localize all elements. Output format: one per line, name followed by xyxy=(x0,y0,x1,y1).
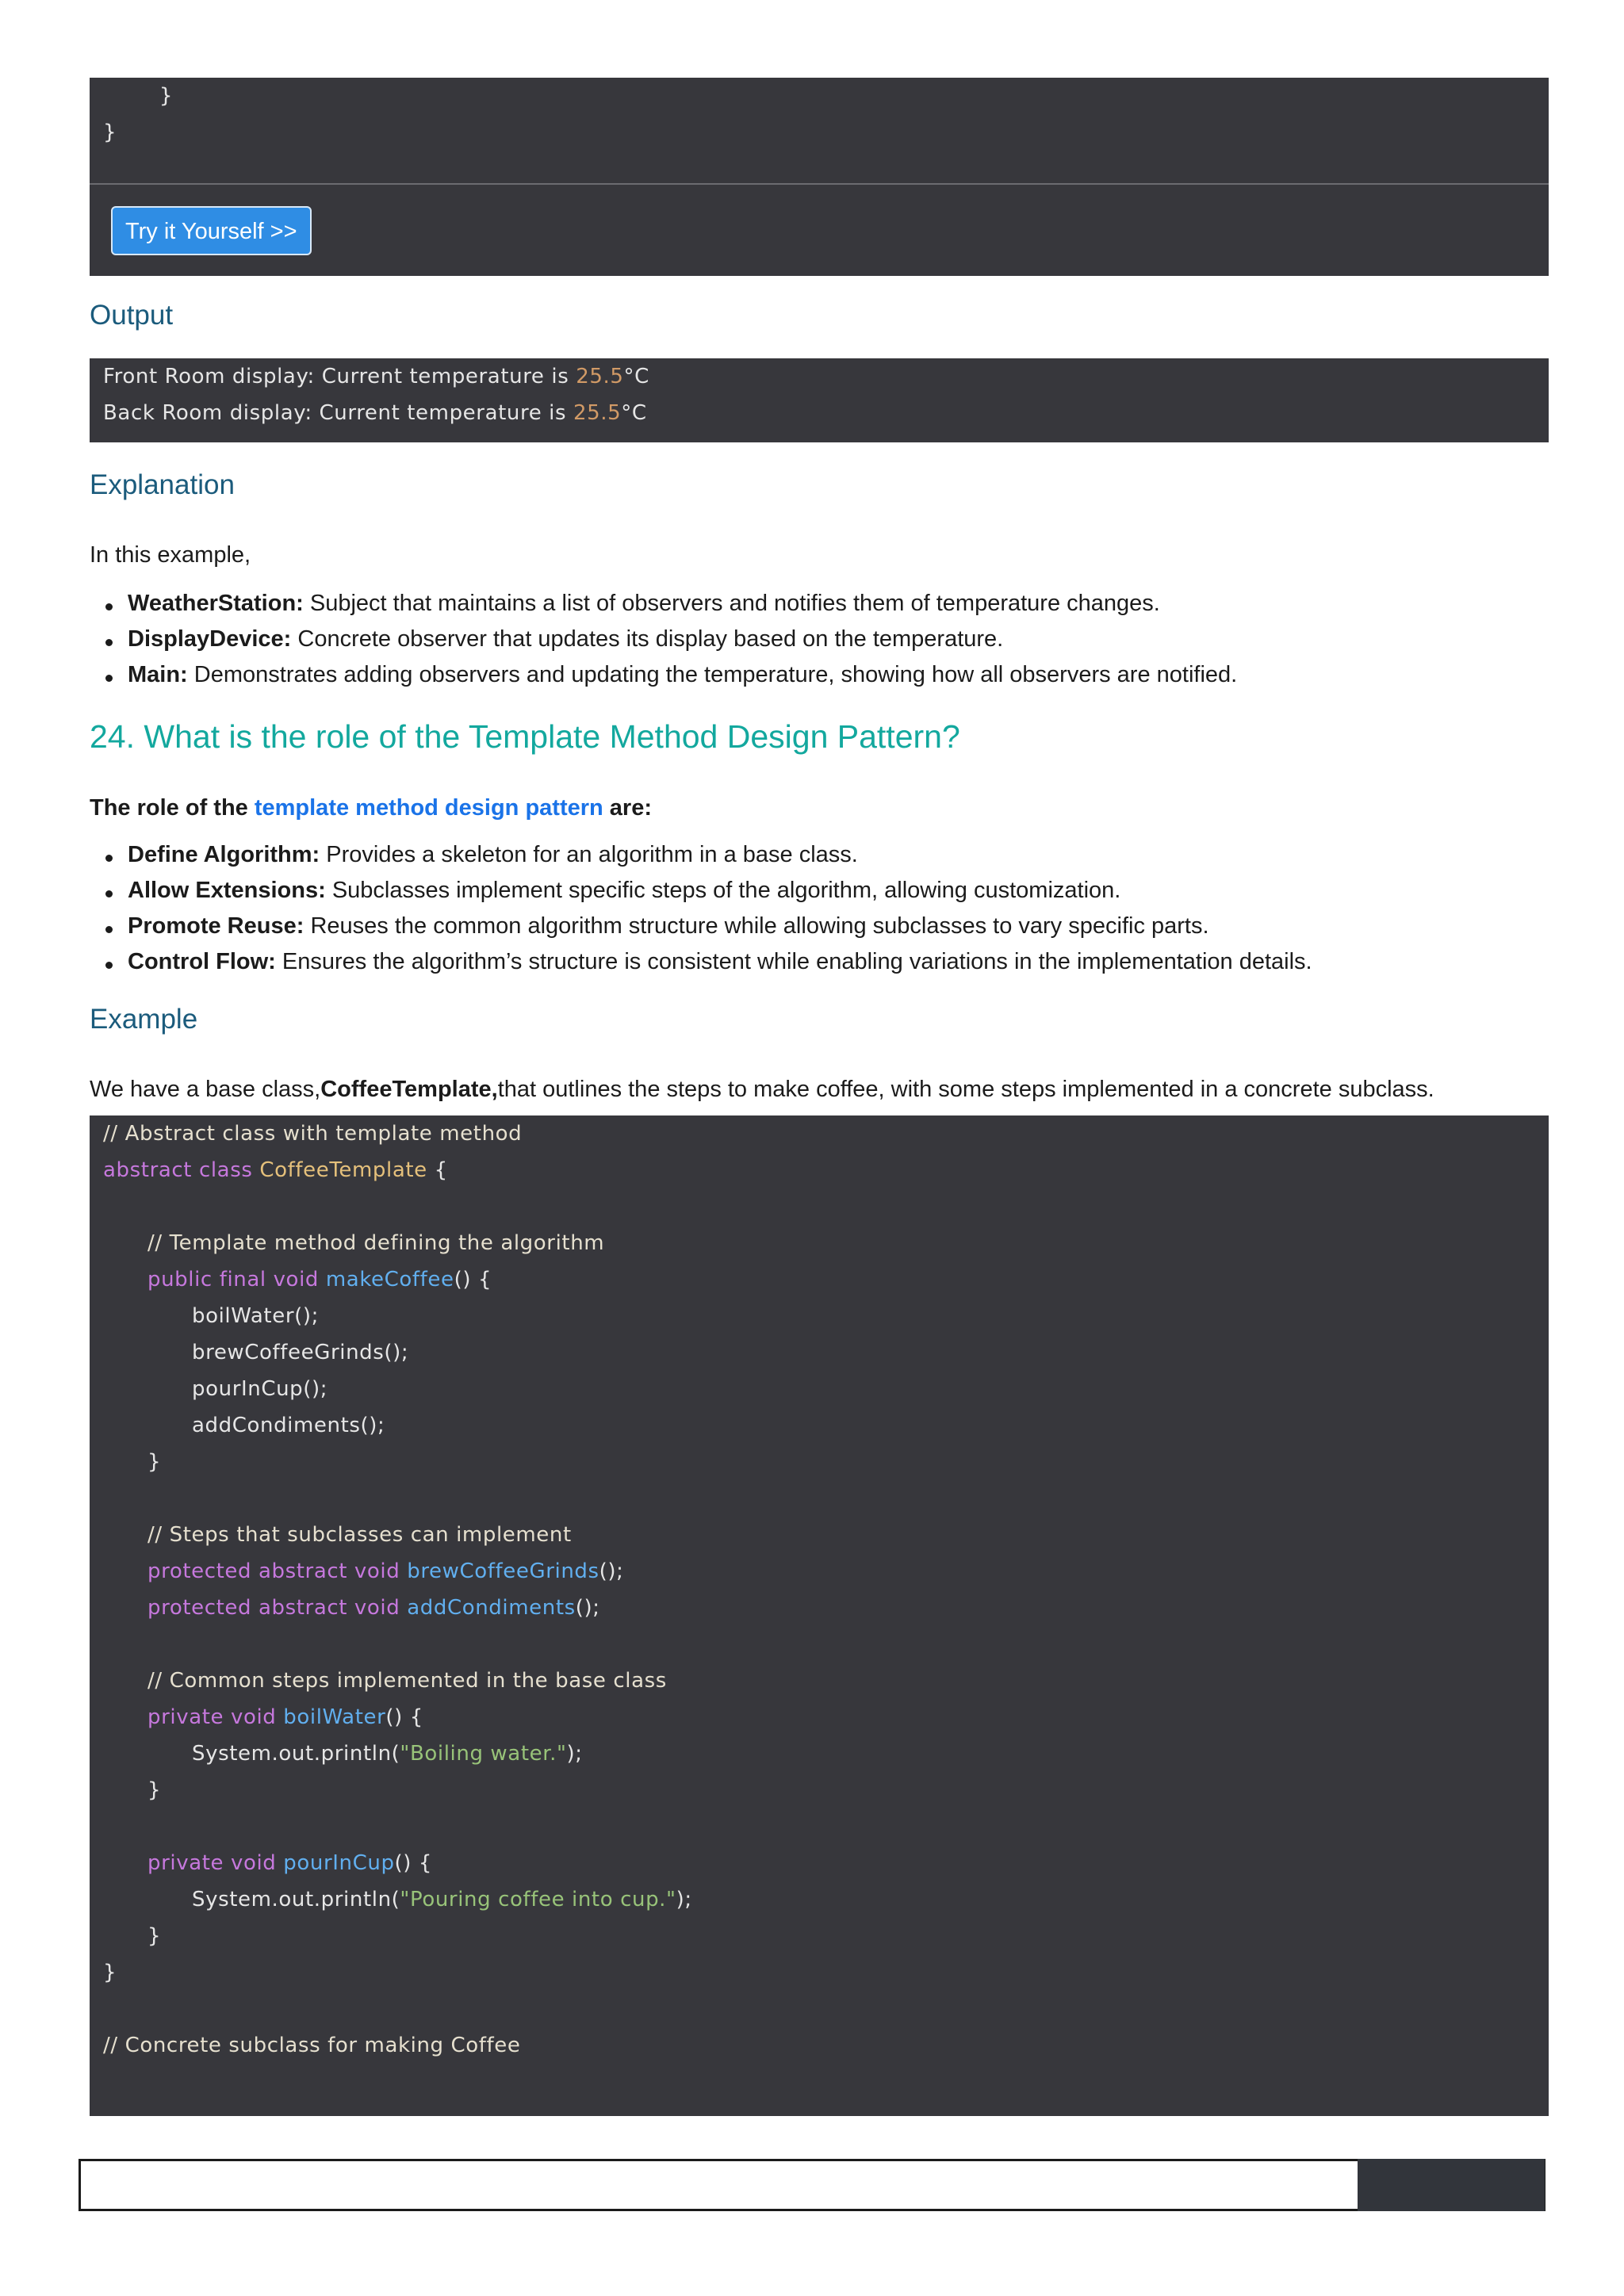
code-line: } xyxy=(147,1450,162,1474)
footer-dark-panel xyxy=(1358,2159,1545,2211)
code-line: } xyxy=(103,1961,117,1984)
code-line: boilWater(); xyxy=(192,1304,319,1328)
code-line: abstract class CoffeeTemplate { xyxy=(103,1158,448,1182)
code-comment: // Template method defining the algorithm xyxy=(147,1231,605,1255)
footer-frame xyxy=(79,2159,1545,2211)
code-line: public final void makeCoffee() { xyxy=(147,1268,492,1292)
code-blank xyxy=(90,1626,1549,1663)
code-line: private void boilWater() { xyxy=(147,1705,423,1729)
explanation-intro: In this example, xyxy=(90,542,251,568)
code-block-previous xyxy=(90,78,1549,183)
role-intro: The role of the template method design pattern are: xyxy=(90,795,652,821)
list-item: Allow Extensions: Subclasses implement specific steps of the algorithm, allowing customization. xyxy=(90,873,1549,909)
list-item: DisplayDevice: Concrete observer that updates its display based on the temperature. xyxy=(90,622,1549,657)
try-it-yourself-button[interactable]: Try it Yourself >> xyxy=(111,206,312,255)
example-intro: We have a base class,CoffeeTemplate,that outlines the steps to make coffee, with some steps implemented in a concrete subclass. xyxy=(90,1077,1434,1102)
output-line: Front Room display: Current temperature is 25.5°C xyxy=(103,365,649,388)
code-comment: // Steps that subclasses can implement xyxy=(147,1523,572,1547)
code-blank xyxy=(90,1808,1549,1845)
explanation-list xyxy=(90,586,1549,693)
code-line: System.out.println("Boiling water."); xyxy=(192,1742,583,1766)
code-line: pourInCup(); xyxy=(192,1377,328,1401)
code-comment: // Abstract class with template method xyxy=(103,1122,523,1146)
code-line: } xyxy=(147,1778,162,1802)
code-block-example xyxy=(90,1115,1549,2116)
example-heading: Example xyxy=(90,1004,198,1035)
code-line: } xyxy=(103,121,117,144)
list-item: Promote Reuse: Reuses the common algorithm structure while allowing subclasses to vary specific parts. xyxy=(90,909,1549,944)
code-line: protected abstract void brewCoffeeGrinds(); xyxy=(147,1559,624,1583)
output-line: Back Room display: Current temperature is 25.5°C xyxy=(103,401,647,425)
explanation-heading: Explanation xyxy=(90,469,235,500)
code-line: addCondiments(); xyxy=(192,1414,385,1437)
code-line: } xyxy=(147,1924,162,1948)
output-heading: Output xyxy=(90,300,174,331)
code-line: protected abstract void addCondiments(); xyxy=(147,1596,600,1620)
code-blank xyxy=(90,1991,1549,2027)
code-line: private void pourInCup() { xyxy=(147,1851,433,1875)
code-comment: // Concrete subclass for making Coffee xyxy=(103,2034,521,2057)
section-heading: 24. What is the role of the Template Method Design Pattern? xyxy=(90,718,960,755)
list-item: Define Algorithm: Provides a skeleton for an algorithm in a base class. xyxy=(90,837,1549,873)
list-item: Main: Demonstrates adding observers and updating the temperature, showing how all observers are notified. xyxy=(90,657,1549,693)
code-blank xyxy=(90,1480,1549,1517)
code-line: } xyxy=(103,84,174,108)
list-item: Control Flow: Ensures the algorithm’s structure is consistent while enabling variations in the implementation details. xyxy=(90,944,1549,980)
code-line: brewCoffeeGrinds(); xyxy=(192,1341,409,1364)
try-it-bar xyxy=(90,183,1549,276)
template-method-link[interactable]: template method design pattern xyxy=(254,795,603,821)
list-item: WeatherStation: Subject that maintains a list of observers and notifies them of temperature changes. xyxy=(90,586,1549,622)
role-list xyxy=(90,837,1549,980)
code-comment: // Common steps implemented in the base class xyxy=(147,1669,667,1693)
output-block xyxy=(90,358,1549,442)
code-blank xyxy=(90,1188,1549,1225)
code-line: System.out.println("Pouring coffee into cup."); xyxy=(192,1888,692,1911)
